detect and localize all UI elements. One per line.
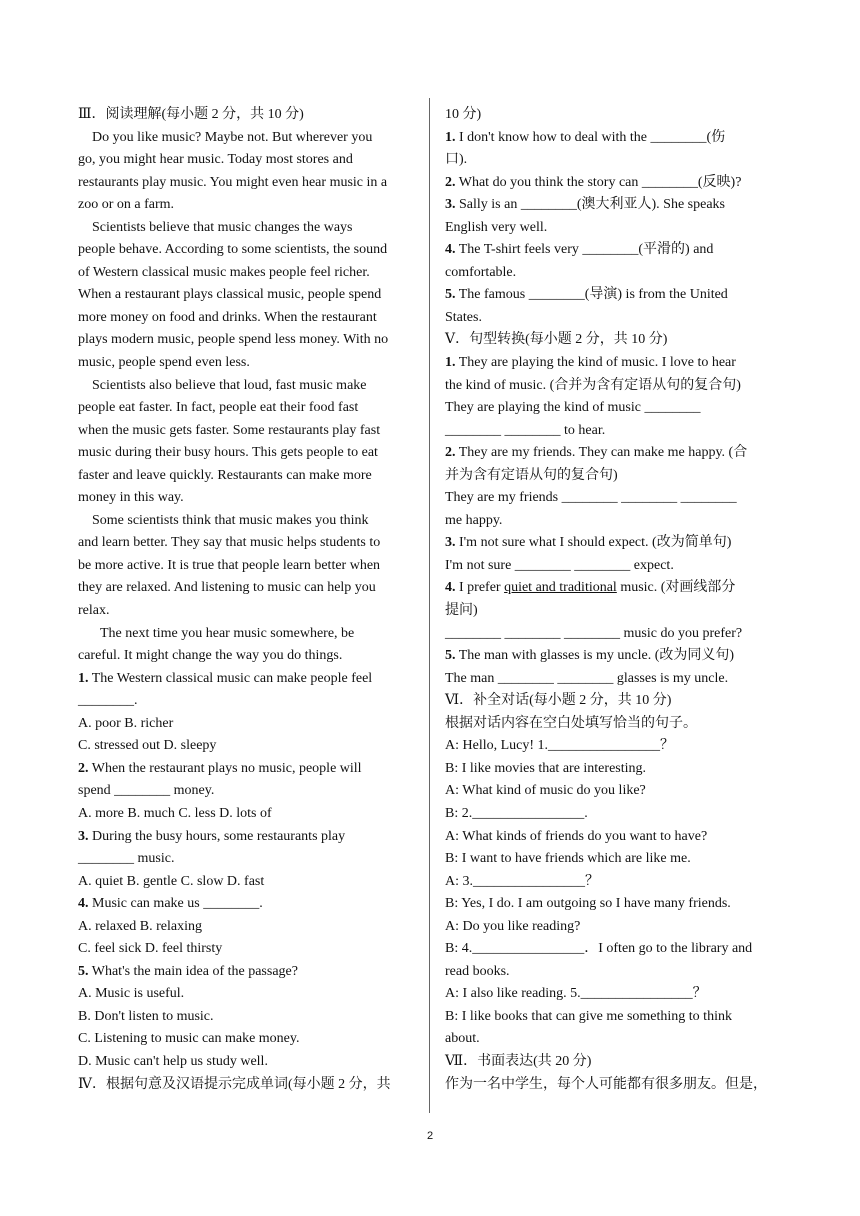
text-line [445,510,783,533]
question-number: 3. [445,535,456,551]
text-line [78,420,416,443]
text-line [78,487,416,510]
text-line [445,780,783,803]
text-line [78,442,416,465]
text-line [78,510,416,533]
text-line [78,600,416,623]
text-line [445,420,783,443]
line-text: A. quiet B. gentle C. slow D. fast [78,873,265,889]
line-text: I don't know how to deal with the ________(伤 [455,129,726,145]
text-line [78,690,416,713]
line-text: and learn better. They say that music helps students to [78,535,381,551]
line-text: States. [445,309,482,325]
text-line [445,262,783,285]
line-text: C. Listening to music can make money. [78,1031,300,1047]
line-text: Sally is an ________(澳大利亚人). She speaks [455,197,725,213]
line-text: When the restaurant plays no music, people will [88,760,362,776]
line-text: 提问) [445,603,478,619]
text-line [445,961,783,984]
line-text: Ⅴ．句型转换(每小题 2 分，共 10 分) [445,332,668,348]
line-text: read books. [445,963,510,979]
text-line [445,983,783,1006]
line-text: people behave. According to some scientists, the sound [78,242,388,258]
line-text: The man with glasses is my uncle. (改为同义句) [455,648,735,664]
line-text: of Western classical music makes people feel richer. [78,264,370,280]
text-line [78,329,416,352]
line-text: B. Don't listen to music. [78,1008,214,1024]
text-line [445,623,783,646]
question-number: 4. [78,896,89,912]
question-number: 3. [78,828,89,844]
text-line [445,735,783,758]
text-line [78,871,416,894]
line-text: A: I also like reading. 5.________________？ [445,986,707,1002]
line-text: B: I like movies that are interesting. [445,760,647,776]
text-line [445,127,783,150]
line-text: Ⅲ．阅读理解(每小题 2 分，共 10 分) [78,107,304,122]
line-text: the kind of music. (合并为含有定语从句的复合句) [445,377,741,393]
text-line [78,284,416,307]
question-number: 3. [445,197,456,213]
text-line [445,600,783,623]
line-text: They are playing the kind of music. I love to hear [455,355,736,371]
question-number: 5. [445,648,456,664]
line-text: plays modern music, people spend less money. With no [78,332,389,348]
question-number: 2. [445,445,456,461]
text-line [78,780,416,803]
line-text: Do you like music? Maybe not. But wherever you [92,129,373,145]
text-line [78,375,416,398]
line-text: they are relaxed. And listening to music can help you [78,580,376,596]
line-text: B: 4.________________．I often go to the library and [445,941,753,957]
line-text-after: music. (对画线部分 [616,580,736,596]
text-line [78,397,416,420]
question-number: 1. [445,355,456,371]
line-text: Ⅳ．根据句意及汉语提示完成单词(每小题 2 分，共 [78,1076,391,1092]
line-text: 作为一名中学生，每个人可能都有很多朋友。但是， [445,1076,767,1092]
text-line [78,735,416,758]
line-text: 10 分) [445,107,482,122]
text-line [78,826,416,849]
question-number: 2. [78,760,89,776]
text-line [78,149,416,172]
text-line [445,487,783,510]
line-text: A: 3.________________？ [445,873,599,889]
line-text: comfortable. [445,264,517,280]
line-text: restaurants play music. You might even hear music in a [78,174,388,190]
line-text: The next time you hear music somewhere, be [100,625,355,641]
line-text: The man ________ ________ glasses is my uncle. [445,670,729,686]
line-text: people eat faster. In fact, people eat their food fast [78,400,359,416]
line-text: ________ ________ to hear. [445,422,606,438]
question-number: 4. [445,580,456,596]
line-text: A. relaxed B. relaxing [78,918,203,934]
line-text: relax. [78,603,110,619]
text-line [445,172,783,195]
text-line [445,577,783,600]
question-number: 5. [445,287,456,303]
text-line [78,961,416,984]
text-line [445,239,783,262]
text-line [445,442,783,465]
line-text: What's the main idea of the passage? [88,963,298,979]
line-text: B: I want to have friends which are like me. [445,851,691,867]
text-line [78,668,416,691]
text-line [445,465,783,488]
text-line [445,938,783,961]
text-line [445,284,783,307]
line-text: more money on food and drinks. When the restaurant [78,309,377,325]
line-text: careful. It might change the way you do things. [78,648,343,664]
underlined-text: quiet and traditional [504,580,617,596]
text-line [445,1028,783,1051]
text-line [78,262,416,285]
text-line [78,645,416,668]
text-line [445,1006,783,1029]
line-text: D. Music can't help us study well. [78,1053,268,1069]
line-text: money in this way. [78,490,184,506]
line-text: They are my friends. They can make me happy. (合 [455,445,748,461]
text-line [445,893,783,916]
line-text: ________. [78,693,138,709]
text-line [445,375,783,398]
line-text: A. poor B. richer [78,715,174,731]
question-number: 1. [78,670,89,686]
line-text: The T-shirt feels very ________(平滑的) and [455,242,714,258]
page-number: 2 [426,1130,434,1142]
line-text: B: 2.________________. [445,805,588,821]
text-line [445,826,783,849]
line-text: B: I like books that can give me something to think [445,1008,732,1024]
question-number: 2. [445,174,456,190]
text-line [445,645,783,668]
line-text: I prefer [455,580,505,596]
line-text: A: What kind of music do you like? [445,783,646,799]
line-text: What do you think the story can ________(反映)? [455,174,742,190]
line-text: Scientists also believe that loud, fast music make [92,377,367,393]
text-line [78,1051,416,1074]
text-line [78,623,416,646]
line-text: spend ________ money. [78,783,215,799]
line-text: Some scientists think that music makes you think [92,512,369,528]
line-text: A: What kinds of friends do you want to have? [445,828,708,844]
line-text: zoo or on a farm. [78,197,175,213]
line-text: I'm not sure what I should expect. (改为简单句) [455,535,732,551]
text-line [78,194,416,217]
line-text: The famous ________(导演) is from the United [455,287,728,303]
text-line [78,127,416,150]
line-text: Music can make us ________. [88,896,263,912]
text-line [78,239,416,262]
text-line [445,916,783,939]
text-line [445,1074,783,1097]
text-line [78,465,416,488]
section-heading [445,690,783,713]
line-text: about. [445,1031,480,1047]
line-text: C. stressed out D. sleepy [78,738,217,754]
line-text: B: Yes, I do. I am outgoing so I have many friends. [445,896,731,912]
text-line [445,149,783,172]
line-text: ________ music. [78,851,175,867]
text-line [78,307,416,330]
text-line [78,217,416,240]
text-line [78,1006,416,1029]
text-line [445,668,783,691]
right-column [445,104,783,1096]
text-line [445,555,783,578]
text-line [445,194,783,217]
text-line [445,532,783,555]
question-number: 1. [445,129,456,145]
section-heading [445,1051,783,1074]
text-line [445,352,783,375]
section-heading [78,1074,416,1097]
text-line [445,848,783,871]
line-text: The Western classical music can make people feel [88,670,373,686]
text-line [78,803,416,826]
text-line [78,555,416,578]
text-line [78,893,416,916]
text-line [78,352,416,375]
text-line [445,104,783,127]
text-line [78,938,416,961]
line-text: me happy. [445,512,503,528]
line-text: when the music gets faster. Some restaurants play fast [78,422,381,438]
text-line [78,577,416,600]
line-text: Scientists believe that music changes the ways [92,219,353,235]
line-text: go, you might hear music. Today most stores and [78,152,353,168]
line-text: C. feel sick D. feel thirsty [78,941,223,957]
question-number: 4. [445,242,456,258]
column-divider [429,98,430,1113]
line-text: Ⅵ．补全对话(每小题 2 分，共 10 分) [445,693,672,709]
text-line [78,758,416,781]
text-line [78,916,416,939]
text-line [445,713,783,736]
section-heading [445,329,783,352]
line-text: They are playing the kind of music ________ [445,400,701,416]
line-text: A: Do you like reading? [445,918,581,934]
text-line [445,803,783,826]
text-line [445,871,783,894]
line-text: I'm not sure ________ ________ expect. [445,557,674,573]
question-number: 5. [78,963,89,979]
section-heading [78,104,416,127]
text-line [78,983,416,1006]
line-text: 并为含有定语从句的复合句) [445,467,618,483]
line-text: English very well. [445,219,548,235]
text-line [445,217,783,240]
line-text: faster and leave quickly. Restaurants can make more [78,467,372,483]
line-text: A. more B. much C. less D. lots of [78,805,272,821]
text-line [78,713,416,736]
line-text: During the busy hours, some restaurants play [88,828,346,844]
text-line [78,172,416,195]
text-line [445,307,783,330]
line-text: When a restaurant plays classical music, people spend [78,287,382,303]
line-text: A: Hello, Lucy! 1.________________？ [445,738,675,754]
line-text: 根据对话内容在空白处填写恰当的句子。 [445,715,697,731]
text-line [78,1028,416,1051]
left-column [78,104,416,1096]
line-text: music during their busy hours. This gets people to eat [78,445,378,461]
text-line [78,532,416,555]
line-text: ________ ________ ________ music do you prefer? [445,625,743,641]
line-text: be more active. It is true that people learn better when [78,557,381,573]
line-text: They are my friends ________ ________ ________ [445,490,737,506]
text-line [78,848,416,871]
text-line [445,397,783,420]
line-text: 口). [445,152,468,168]
line-text: music, people spend even less. [78,355,250,371]
line-text: Ⅶ．书面表达(共 20 分) [445,1053,592,1069]
line-text: A. Music is useful. [78,986,185,1002]
text-line [445,758,783,781]
